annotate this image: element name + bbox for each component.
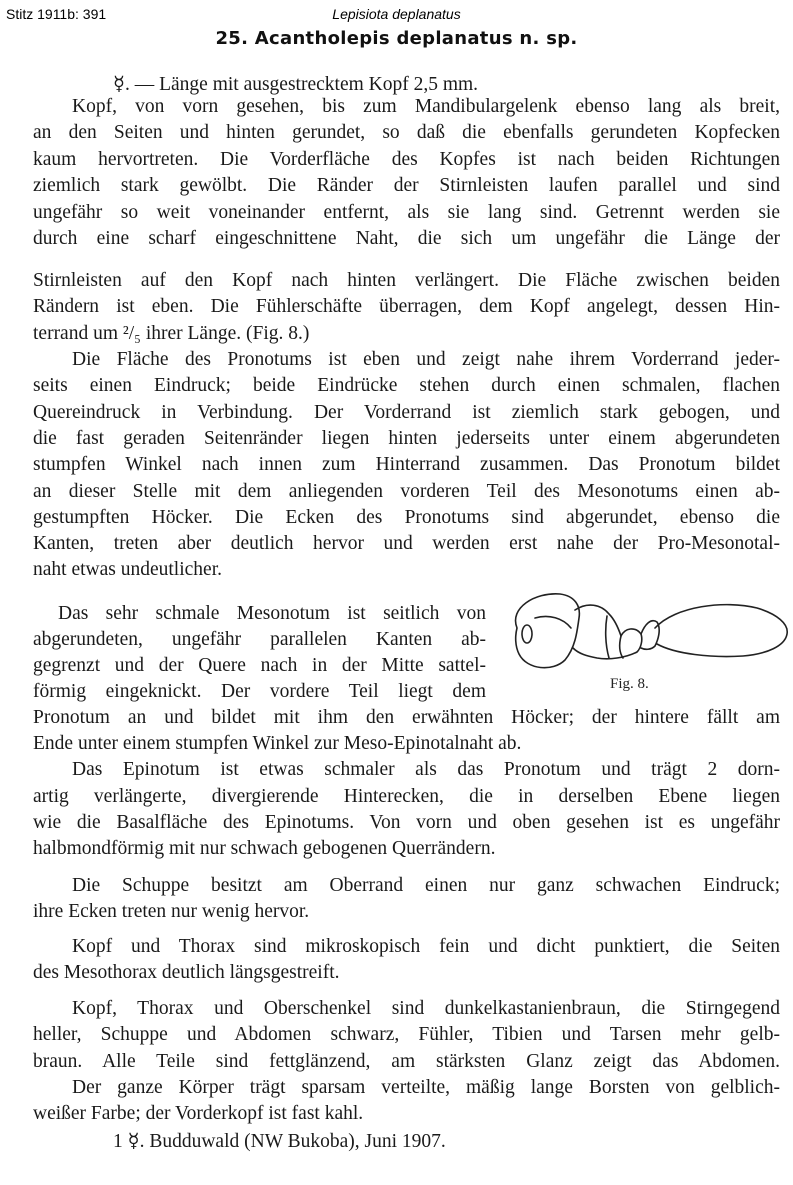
text-line: Die Fläche des Pronotums ist eben und zeigt nahe ihrem Vorderrand jeder- — [72, 349, 780, 370]
header-species-title: Lepisiota deplanatus — [332, 6, 461, 22]
head-outline — [516, 594, 580, 668]
text-line: Kanten, treten aber deutlich hervor und werden erst nahe der Pro-Mesonotal- — [33, 533, 780, 554]
text-line: förmig eingeknickt. Der vordere Teil liegt dem — [33, 681, 486, 702]
text-line: gegrenzt und der Quere nach in der Mitte sattel- — [33, 655, 486, 676]
text-line: abgerundeten, ungefähr parallelen Kanten ab- — [33, 629, 486, 650]
text-line: 1 ☿. Budduwald (NW Bukoba), Juni 1907. — [113, 1131, 446, 1152]
text-line: des Mesothorax deutlich längsgestreift. — [33, 962, 340, 983]
text-line: Das sehr schmale Mesonotum ist seitlich von — [58, 603, 486, 624]
text-line: Der ganze Körper trägt sparsam verteilte, mäßig lange Borsten von gelblich- — [72, 1077, 780, 1098]
text-line: Kopf, von vorn gesehen, bis zum Mandibulargelenk ebenso lang als breit, — [72, 96, 780, 117]
text-line: an dieser Stelle mit dem anliegenden vorderen Teil des Mesonotums einen ab- — [33, 481, 780, 502]
text-line: weißer Farbe; der Vorderkopf ist fast kahl. — [33, 1103, 364, 1124]
text-line: gestumpften Höcker. Die Ecken des Pronotums sind abgerundet, ebenso die — [33, 507, 780, 528]
text-line: Kopf und Thorax sind mikroskopisch fein und dicht punktiert, die Seiten — [72, 936, 780, 957]
text-line: ungefähr so weit voneinander entfernt, als sie lang sind. Getrennt werden sie — [33, 202, 780, 223]
text-line: terrand um ²/₅ ihrer Länge. (Fig. 8.) — [33, 323, 310, 344]
text-line: Rändern ist eben. Die Fühlerschäfte überragen, dem Kopf angelegt, dessen Hin- — [33, 296, 780, 317]
text-line: naht etwas undeutlicher. — [33, 559, 222, 580]
text-line: Das Epinotum ist etwas schmaler als das Pronotum und trägt 2 dorn- — [72, 759, 780, 780]
text-line: ziemlich stark gewölbt. Die Ränder der Stirnleisten laufen parallel und sind — [33, 175, 780, 196]
text-line: heller, Schuppe und Abdomen schwarz, Fühler, Tibien und Tarsen mehr gelb- — [33, 1024, 780, 1045]
text-line: Stirnleisten auf den Kopf nach hinten verlängert. Die Fläche zwischen beiden — [33, 270, 780, 291]
text-line: seits einen Eindruck; beide Eindrücke stehen durch einen schmalen, flachen — [33, 375, 780, 396]
text-line: Pronotum an und bildet mit ihm den erwähnten Höcker; der hintere fällt am — [33, 707, 780, 728]
text-line: Quereindruck in Verbindung. Der Vorderrand ist ziemlich stark gebogen, und — [33, 402, 780, 423]
text-line: ☿. — Länge mit ausgestrecktem Kopf 2,5 mm. — [113, 74, 479, 95]
text-line: die fast geraden Seitenränder liegen hinten jederseits unter einem abgerundeten — [33, 428, 780, 449]
petiole-outline — [641, 621, 659, 650]
text-line: halbmondförmig mit nur schwach gebogenen Querrändern. — [33, 838, 496, 859]
gaster-outline — [655, 605, 787, 657]
text-line: wie die Basalfläche des Epinotums. Von vorn und oben gesehen ist es ungefähr — [33, 812, 780, 833]
text-line: artig verlängerte, divergierende Hinterecken, die in derselben Ebene liegen — [33, 786, 780, 807]
header-reference: Stitz 1911b: 391 — [6, 6, 107, 22]
text-line: stumpfen Winkel nach innen zum Hinterrand zusammen. Das Pronotum bildet — [33, 454, 780, 475]
text-line: durch eine scharf eingeschnittene Naht, die sich um ungefähr die Länge der — [33, 228, 780, 249]
text-line: ihre Ecken treten nur wenig hervor. — [33, 901, 310, 922]
text-line: Kopf, Thorax und Oberschenkel sind dunkelkastanienbraun, die Stirngegend — [72, 998, 780, 1019]
text-line: Ende unter einem stumpfen Winkel zur Meso-Epinotalnaht ab. — [33, 733, 522, 754]
eye-outline — [522, 625, 532, 643]
figure-caption: Fig. 8. — [610, 676, 649, 692]
text-line: Die Schuppe besitzt am Oberrand einen nur ganz schwachen Eindruck; — [72, 875, 780, 896]
text-line: kaum hervortreten. Die Vorderfläche des Kopfes ist nach beiden Richtungen — [33, 149, 780, 170]
article-title: 25. Acantholepis deplanatus n. sp. — [215, 28, 578, 49]
text-line: braun. Alle Teile sind fettglänzend, am stärksten Glanz zeigt das Abdomen. — [33, 1051, 780, 1072]
figure-8-ant-drawing — [505, 588, 793, 688]
text-line: an den Seiten und hinten gerundet, so daß die ebenfalls gerundeten Kopfecken — [33, 122, 780, 143]
